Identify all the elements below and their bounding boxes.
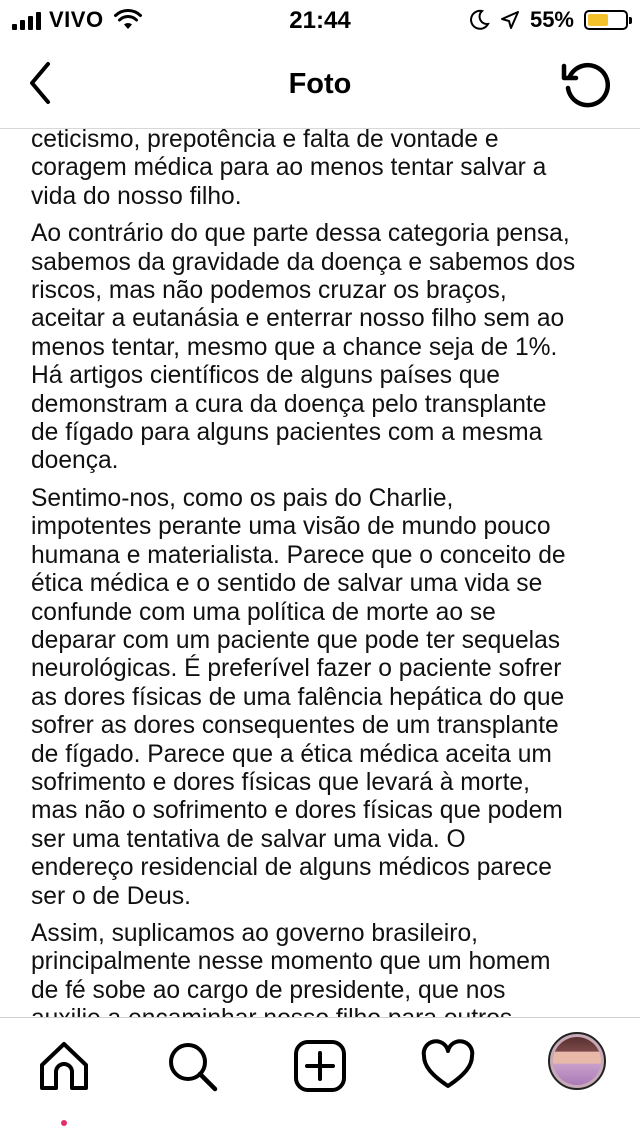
caption-line: menos tentar, mesmo que a chance seja de 1%. (31, 333, 558, 361)
caption-line: sofrer as dores consequentes de um transplante (31, 712, 559, 740)
caption-line: sofrimento e dores físicas que levará à morte, (31, 768, 530, 796)
post-caption (31, 126, 615, 1099)
refresh-icon[interactable] (558, 56, 614, 112)
status-right (468, 7, 628, 33)
home-icon (36, 1038, 92, 1094)
caption-line: confunde com uma política de morte ao se (31, 598, 496, 626)
caption-line: ceticismo, prepotência e falta de vontade e (31, 126, 499, 153)
caption-line: de fé sobe ao cargo de presidente, que nos (31, 976, 506, 1004)
activity-heart-icon (420, 1038, 476, 1094)
new-post-icon (292, 1038, 348, 1094)
nav-header (0, 40, 640, 129)
battery-icon (584, 10, 628, 30)
caption-line: demonstram a cura da doença pelo transplante (31, 390, 547, 418)
tab-search[interactable] (164, 1038, 220, 1094)
caption-line: Assim, suplicamos ao governo brasileiro, (31, 919, 478, 947)
battery-percent: 55% (529, 7, 574, 32)
caption-line: Há artigos científicos de alguns países que (31, 362, 500, 390)
caption-line: doença. (31, 447, 119, 475)
caption-line: de fígado para alguns pacientes com a mesma (31, 419, 543, 447)
caption-line: vida do nosso filho. (31, 182, 242, 210)
carrier-name: VIVO (49, 7, 104, 32)
caption-line: ética médica e o sentido de salvar uma vida se (31, 570, 543, 598)
battery-tip (629, 17, 632, 24)
caption-line: riscos, mas não podemos cruzar os braços, (31, 277, 507, 305)
search-icon (164, 1038, 220, 1094)
profile-avatar[interactable] (548, 1032, 606, 1090)
caption-paragraph (31, 126, 615, 211)
caption-line: coragem médica para ao menos tentar salvar a (31, 154, 547, 182)
caption-line: humana e materialista. Parece que o conceito de (31, 541, 566, 569)
caption-line: as dores físicas de uma falência hepática do que (31, 683, 565, 711)
home-notification-dot (61, 1120, 67, 1126)
status-bar (0, 0, 640, 40)
page-title: Foto (288, 68, 352, 100)
caption-line: ser uma tentativa de salvar uma vida. O (31, 825, 466, 853)
caption-paragraph (31, 220, 615, 476)
caption-line: deparar com um paciente que pode ter sequelas (31, 626, 561, 654)
caption-line: ser o de Deus. (31, 882, 191, 910)
caption-line: de fígado. Parece que a ética médica aceita um (31, 740, 552, 768)
caption-line: Sentimo-nos, como os pais do Charlie, (31, 484, 454, 512)
moon-icon (468, 9, 490, 31)
avatar-image (553, 1037, 601, 1085)
tab-activity[interactable] (420, 1038, 476, 1094)
location-arrow-icon (500, 10, 520, 30)
tab-bar (0, 1017, 640, 1137)
caption-line: neurológicas. É preferível fazer o paciente sofrer (31, 655, 562, 683)
caption-line: Ao contrário do que parte dessa categoria pensa, (31, 220, 570, 248)
caption-line: endereço residencial de alguns médicos parece (31, 854, 552, 882)
battery-level (588, 14, 608, 26)
tab-new-post[interactable] (292, 1038, 348, 1094)
tab-home[interactable] (36, 1038, 92, 1094)
caption-line: sabemos da gravidade da doença e sabemos dos (31, 248, 576, 276)
caption-line: mas não o sofrimento e dores físicas que podem (31, 797, 563, 825)
caption-paragraph (31, 485, 615, 911)
post-caption-scroll[interactable] (0, 126, 640, 1017)
caption-line: aceitar a eutanásia e enterrar nosso filho sem ao (31, 305, 565, 333)
caption-line: impotentes perante uma visão de mundo pouco (31, 513, 551, 541)
caption-line: principalmente nesse momento que um homem (31, 948, 551, 976)
status-time: 21:44 (289, 7, 351, 34)
